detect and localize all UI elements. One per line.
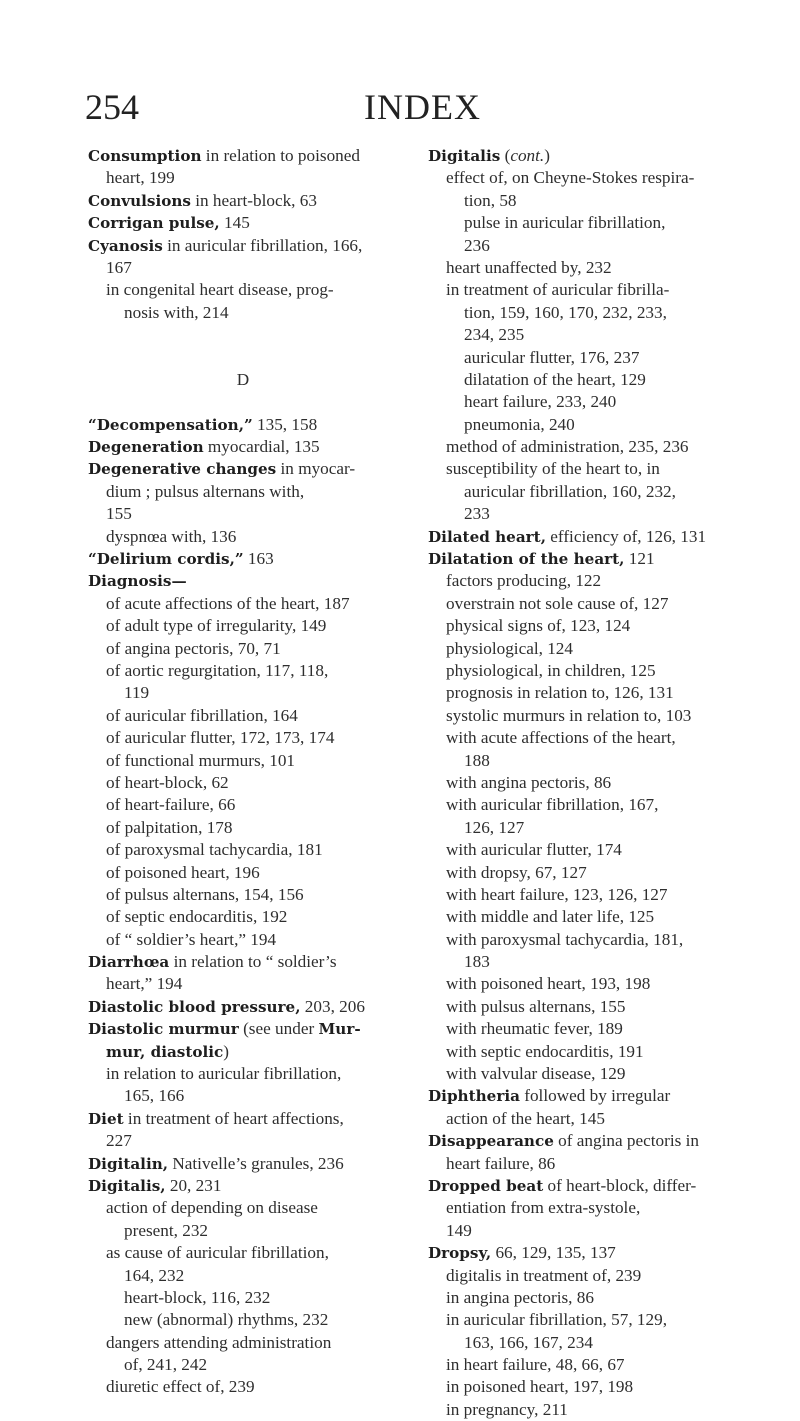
entry-text: of “ soldier’s heart,” 194 — [106, 929, 277, 949]
entry-text: of adult type of irregularity, 149 — [106, 616, 327, 636]
entry-text: in relation to poisoned — [201, 146, 360, 165]
entry-text: followed by irregular — [519, 1086, 671, 1106]
entry-text: with acute affections of the heart, — [446, 728, 676, 748]
entry-text: of pulsus alternans, 154, 156 — [106, 884, 304, 904]
index-subentry — [88, 1376, 398, 1398]
entry-text: of functional murmurs, 101 — [106, 750, 296, 770]
entry-text: as cause of auricular fibrillation, — [106, 1243, 329, 1263]
index-subentry — [88, 1063, 398, 1085]
entry-text: overstrain not sole cause of, 127 — [446, 593, 669, 613]
entry-term: Diarrhœa — [88, 953, 170, 972]
index-subentry — [428, 436, 746, 458]
index-subentry — [88, 638, 398, 660]
index-subentry — [428, 615, 746, 637]
entry-text: 165, 166 — [124, 1086, 185, 1106]
entry-text: with septic endocarditis, 191 — [446, 1041, 644, 1061]
index-entry — [88, 570, 398, 592]
index-entry — [88, 347, 398, 369]
entry-text: of heart-block, 62 — [106, 772, 229, 792]
entry-text: heart failure, 86 — [446, 1153, 556, 1173]
index-subentry — [88, 772, 398, 794]
entry-term: Dilatation of the heart, — [428, 550, 625, 569]
index-subentry — [428, 906, 746, 928]
entry-text: of aortic regurgitation, 117, 118, — [106, 660, 329, 680]
index-subentry — [88, 1287, 398, 1309]
entry-text: heart, 199 — [106, 168, 175, 188]
entry-term: Diastolic blood pressure, — [88, 997, 301, 1016]
index-subentry — [88, 973, 398, 995]
entry-text: in heart failure, 48, 66, 67 — [446, 1355, 625, 1375]
entry-text: with dropsy, 67, 127 — [446, 862, 587, 882]
index-subentry — [88, 526, 398, 548]
index-subentry — [428, 794, 746, 816]
entry-text: 183 — [464, 952, 490, 972]
entry-text: method of administration, 235, 236 — [446, 437, 689, 457]
index-subentry — [88, 862, 398, 884]
index-entry — [428, 1242, 746, 1264]
entry-italic: cont. — [510, 146, 545, 165]
entry-text: in auricular fibrillation, 166, — [162, 235, 363, 255]
index-subentry — [428, 1153, 746, 1175]
index-subentry — [428, 1332, 746, 1354]
entry-text: dyspnœa with, 136 — [106, 526, 237, 546]
index-subentry — [428, 973, 746, 995]
entry-text: present, 232 — [124, 1220, 209, 1240]
entry-term: Digitalis, — [88, 1176, 166, 1195]
entry-text: 234, 235 — [464, 325, 525, 345]
entry-text: 188 — [464, 750, 490, 770]
index-subentry — [428, 481, 746, 503]
index-subentry — [88, 1265, 398, 1287]
index-subentry — [88, 1309, 398, 1331]
index-entry — [428, 145, 746, 167]
index-subentry — [428, 347, 746, 369]
index-entry — [428, 526, 746, 548]
index-entry — [428, 548, 746, 570]
entry-term: mur, diastolic — [106, 1042, 224, 1061]
entry-text: with paroxysmal tachycardia, 181, — [446, 929, 684, 949]
index-subentry — [88, 839, 398, 861]
entry-text: of paroxysmal tachycardia, 181 — [106, 840, 323, 860]
index-subentry — [428, 862, 746, 884]
index-entry — [88, 391, 398, 413]
entry-text: effect of, on Cheyne-Stokes respira- — [446, 168, 695, 188]
index-subentry — [88, 817, 398, 839]
entry-text: myocardial, 135 — [203, 437, 320, 457]
entry-text: 236 — [464, 235, 490, 255]
index-subentry — [428, 369, 746, 391]
index-subentry — [88, 660, 398, 682]
entry-text: dium ; pulsus alternans with, — [106, 481, 305, 501]
entry-text: of auricular flutter, 172, 173, 174 — [106, 728, 335, 748]
entry-text: in angina pectoris, 86 — [446, 1287, 594, 1307]
entry-text: with heart failure, 123, 126, 127 — [446, 884, 668, 904]
index-subentry — [428, 414, 746, 436]
index-entry — [428, 1085, 746, 1107]
entry-text: of septic endocarditis, 192 — [106, 907, 288, 927]
index-subentry — [428, 570, 746, 592]
entry-text: 135, 158 — [252, 414, 318, 434]
entry-text: 66, 129, 135, 137 — [491, 1243, 616, 1263]
entry-text: in heart-block, 63 — [190, 190, 317, 210]
index-subentry — [428, 391, 746, 413]
entry-term: Degenerative changes — [88, 460, 277, 479]
entry-term: Convulsions — [88, 191, 191, 210]
index-subentry — [428, 705, 746, 727]
index-subentry — [428, 727, 746, 749]
entry-text: with angina pectoris, 86 — [446, 772, 612, 792]
index-subentry — [88, 257, 398, 279]
index-subentry — [88, 1197, 398, 1219]
index-subentry — [428, 1220, 746, 1242]
entry-text: in relation to “ soldier’s — [169, 952, 337, 972]
entry-text: tion, 159, 160, 170, 232, 233, — [464, 302, 667, 322]
entry-text: auricular flutter, 176, 237 — [464, 347, 640, 367]
entry-text: 163 — [243, 549, 274, 569]
index-subentry — [428, 190, 746, 212]
index-entry — [88, 1018, 398, 1040]
index-subentry — [428, 660, 746, 682]
index-subentry — [88, 906, 398, 928]
entry-text: with auricular fibrillation, 167, — [446, 795, 659, 815]
entry-text: efficiency of, 126, 131 — [546, 526, 707, 546]
entry-text: of angina pectoris, 70, 71 — [106, 638, 281, 658]
index-subentry — [88, 884, 398, 906]
index-subentry — [428, 302, 746, 324]
index-subentry — [428, 1399, 746, 1421]
entry-text: of heart-block, differ- — [543, 1175, 697, 1195]
entry-text: 149 — [446, 1220, 472, 1240]
entry-text: in congenital heart disease, prog- — [106, 280, 334, 300]
index-subentry — [88, 167, 398, 189]
entry-text: ) — [223, 1041, 230, 1061]
index-subentry — [428, 1063, 746, 1085]
index-entry — [88, 235, 398, 257]
index-subentry — [428, 996, 746, 1018]
index-subentry — [88, 593, 398, 615]
entry-text: 126, 127 — [464, 817, 525, 837]
page-title: INDEX — [364, 87, 481, 127]
index-subentry — [428, 1376, 746, 1398]
index-subentry — [428, 279, 746, 301]
entry-term: Diastolic murmur — [88, 1020, 239, 1039]
entry-text: of heart-failure, 66 — [106, 795, 236, 815]
index-entry — [428, 1130, 746, 1152]
index-subentry — [88, 615, 398, 637]
index-subentry — [428, 503, 746, 525]
entry-text: 203, 206 — [300, 996, 365, 1016]
index-subentry — [428, 817, 746, 839]
index-subentry — [428, 884, 746, 906]
entry-term: “Decompensation,” — [88, 415, 253, 434]
index-subentry — [88, 794, 398, 816]
index-entry — [88, 996, 398, 1018]
entry-text: with poisoned heart, 193, 198 — [446, 974, 651, 994]
page-number: 254 — [85, 87, 139, 127]
index-subentry — [428, 1354, 746, 1376]
index-subentry — [88, 302, 398, 324]
entry-text: pneumonia, 240 — [464, 414, 575, 434]
entry-text: physical signs of, 123, 124 — [446, 616, 631, 636]
entry-text: nosis with, 214 — [124, 302, 229, 322]
index-subentry — [428, 638, 746, 660]
index-entry — [88, 145, 398, 167]
entry-term: Corrigan pulse, — [88, 214, 220, 233]
index-subentry — [88, 1354, 398, 1376]
entry-text: of poisoned heart, 196 — [106, 862, 260, 882]
entry-text: of angina pectoris in — [553, 1131, 699, 1151]
index-entry — [88, 414, 398, 436]
index-subentry — [428, 167, 746, 189]
index-subentry — [428, 772, 746, 794]
index-subentry — [88, 1085, 398, 1107]
index-subentry — [88, 750, 398, 772]
entry-text: 155 — [106, 504, 132, 524]
index-subentry — [428, 1041, 746, 1063]
index-entry — [88, 1175, 398, 1197]
index-subentry — [88, 705, 398, 727]
index-entry — [428, 1175, 746, 1197]
index-column-left — [88, 145, 398, 1399]
entry-term: Cyanosis — [88, 236, 163, 255]
entry-text: 145 — [219, 213, 250, 233]
entry-term: Dropsy, — [428, 1244, 492, 1263]
entry-text: auricular fibrillation, 160, 232, — [464, 481, 676, 501]
entry-text: heart failure, 233, 240 — [464, 392, 617, 412]
index-subentry — [428, 257, 746, 279]
index-entry — [88, 548, 398, 570]
index-subentry — [88, 1220, 398, 1242]
index-subentry — [88, 1041, 398, 1063]
entry-text: ) — [544, 146, 550, 165]
entry-text: systolic murmurs in relation to, 103 — [446, 705, 692, 725]
entry-text: dilatation of the heart, 129 — [464, 369, 646, 389]
entry-term: Consumption — [88, 147, 202, 165]
entry-text: in treatment of heart affections, — [123, 1108, 344, 1128]
entry-text: of palpitation, 178 — [106, 817, 233, 837]
entry-term: Digitalis — [428, 147, 501, 165]
index-entry — [88, 1108, 398, 1130]
entry-text: heart-block, 116, 232 — [124, 1287, 271, 1307]
entry-text: 167 — [106, 257, 132, 277]
entry-text: 119 — [124, 683, 150, 703]
entry-term: Diphtheria — [428, 1087, 520, 1106]
entry-term: Disappearance — [428, 1132, 554, 1151]
entry-text: D — [236, 369, 250, 389]
entry-term: “Delirium cordis,” — [88, 550, 244, 569]
index-subentry — [88, 929, 398, 951]
entry-text: digitalis in treatment of, 239 — [446, 1265, 642, 1285]
entry-text: action of depending on disease — [106, 1198, 318, 1218]
entry-text: pulse in auricular fibrillation, — [464, 213, 666, 233]
index-subentry — [428, 458, 746, 480]
entry-text: 164, 232 — [124, 1265, 185, 1285]
entry-text: with valvular disease, 129 — [446, 1064, 626, 1084]
index-subentry — [428, 1287, 746, 1309]
entry-text: susceptibility of the heart to, in — [446, 459, 660, 479]
entry-text: in treatment of auricular fibrilla- — [446, 280, 670, 300]
page-header — [0, 86, 800, 136]
index-subentry — [428, 839, 746, 861]
entry-text: new (abnormal) rhythms, 232 — [124, 1310, 329, 1330]
entry-text: entiation from extra-systole, — [446, 1198, 641, 1218]
entry-text: with auricular flutter, 174 — [446, 840, 622, 860]
entry-text: (see under — [238, 1019, 319, 1039]
index-subentry — [428, 1197, 746, 1219]
index-entry — [88, 212, 398, 234]
entry-text: 233 — [464, 504, 490, 524]
index-entry — [88, 436, 398, 458]
entry-term: Mur- — [318, 1020, 361, 1039]
entry-text: heart unaffected by, 232 — [446, 257, 612, 277]
entry-text: in pregnancy, 211 — [446, 1399, 568, 1419]
index-subentry — [88, 727, 398, 749]
entry-text: in poisoned heart, 197, 198 — [446, 1377, 634, 1397]
index-subentry — [428, 929, 746, 951]
index-subentry — [428, 212, 746, 234]
index-subentry — [428, 1309, 746, 1331]
index-column-right — [428, 145, 746, 1421]
index-subentry — [428, 1265, 746, 1287]
index-entry — [88, 951, 398, 973]
entry-text: with rheumatic fever, 189 — [446, 1019, 623, 1039]
entry-text: 227 — [106, 1131, 132, 1151]
entry-text: of acute affections of the heart, 187 — [106, 593, 350, 613]
section-letter — [88, 369, 398, 391]
entry-term: Diagnosis— — [88, 572, 187, 591]
index-subentry — [428, 682, 746, 704]
index-entry — [88, 458, 398, 480]
index-subentry — [88, 279, 398, 301]
entry-text: of auricular fibrillation, 164 — [106, 705, 298, 725]
entry-text: in relation to auricular fibrillation, — [106, 1064, 342, 1084]
index-entry — [88, 190, 398, 212]
index-entry — [88, 1153, 398, 1175]
entry-text: physiological, in children, 125 — [446, 660, 656, 680]
entry-text: in myocar- — [276, 459, 356, 479]
entry-term: Degeneration — [88, 438, 204, 457]
index-subentry — [428, 750, 746, 772]
index-subentry — [428, 1018, 746, 1040]
index-entry — [88, 324, 398, 346]
entry-text: diuretic effect of, 239 — [106, 1377, 255, 1397]
index-subentry — [428, 324, 746, 346]
entry-text: dangers attending administration — [106, 1332, 332, 1352]
entry-text: prognosis in relation to, 126, 131 — [446, 683, 674, 703]
index-subentry — [88, 1242, 398, 1264]
index-subentry — [428, 235, 746, 257]
entry-text: physiological, 124 — [446, 638, 573, 658]
entry-text: factors producing, 122 — [446, 571, 602, 591]
entry-text: in auricular fibrillation, 57, 129, — [446, 1310, 667, 1330]
entry-text: Nativelle’s granules, 236 — [168, 1153, 344, 1173]
entry-text: of, 241, 242 — [124, 1355, 208, 1375]
entry-text: with middle and later life, 125 — [446, 907, 655, 927]
entry-text: 121 — [624, 549, 655, 569]
entry-text: ( — [500, 146, 511, 165]
index-subentry — [88, 682, 398, 704]
index-subentry — [428, 951, 746, 973]
entry-text: tion, 58 — [464, 190, 517, 210]
index-subentry — [88, 503, 398, 525]
index-subentry — [88, 1332, 398, 1354]
index-subentry — [428, 593, 746, 615]
entry-text: 163, 166, 167, 234 — [464, 1332, 593, 1352]
entry-text: 20, 231 — [165, 1175, 222, 1195]
entry-text: action of the heart, 145 — [446, 1108, 605, 1128]
entry-term: Digitalin, — [88, 1154, 169, 1173]
entry-term: Dropped beat — [428, 1176, 544, 1195]
entry-text: heart,” 194 — [106, 974, 183, 994]
entry-text: with pulsus alternans, 155 — [446, 996, 626, 1016]
index-subentry — [88, 481, 398, 503]
entry-term: Dilated heart, — [428, 527, 546, 546]
index-subentry — [88, 1130, 398, 1152]
index-subentry — [428, 1108, 746, 1130]
entry-term: Diet — [88, 1109, 124, 1128]
